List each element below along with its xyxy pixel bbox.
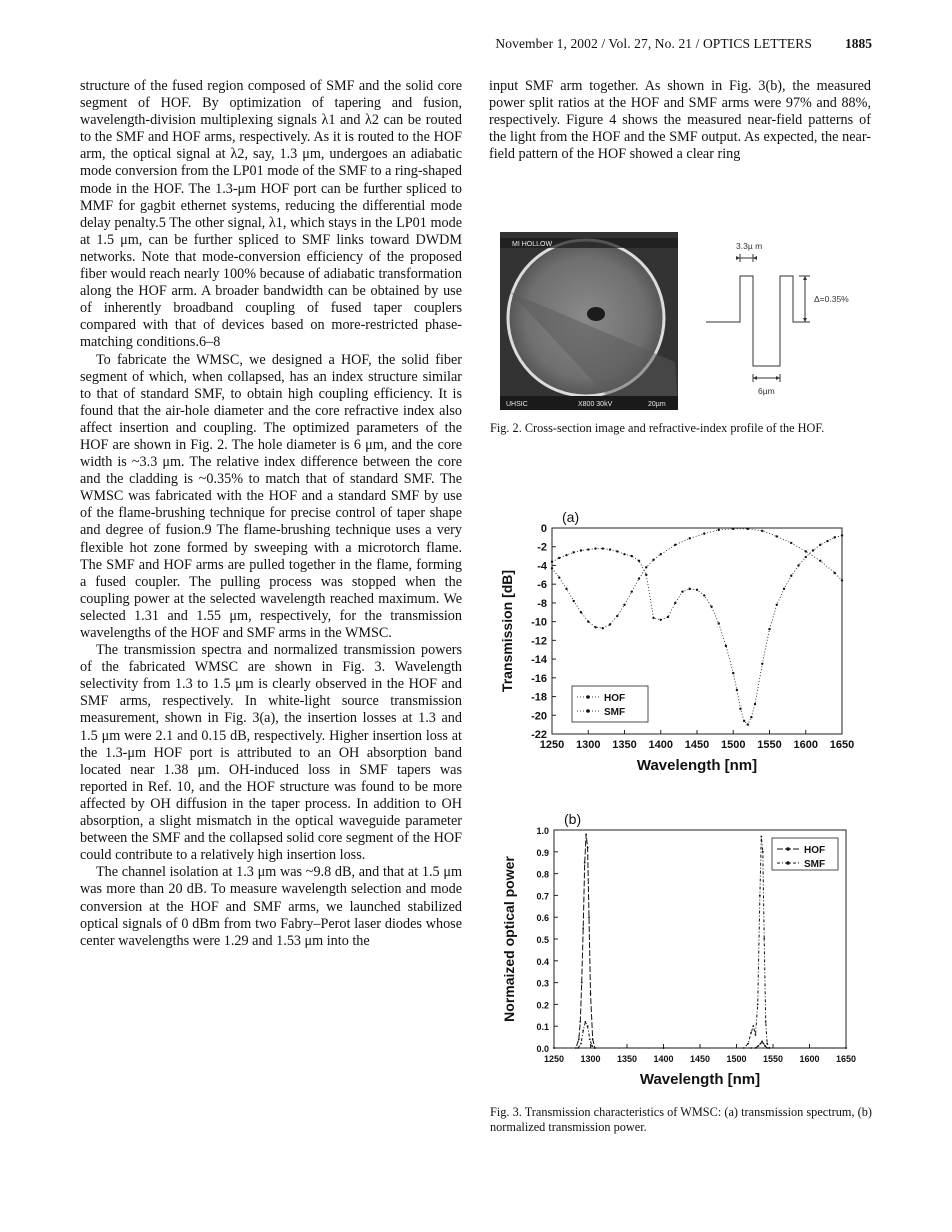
data-point-smf — [558, 576, 560, 578]
data-point-smf — [594, 626, 596, 628]
data-point-smf — [762, 851, 764, 853]
data-point-smf — [743, 1047, 745, 1049]
y-tick-label: 0.3 — [536, 978, 549, 989]
y-tick-label: 0.0 — [536, 1044, 549, 1054]
data-point-hof — [696, 589, 698, 591]
data-point-hof — [587, 548, 589, 550]
data-point-smf — [584, 1021, 586, 1023]
data-point-hof — [580, 549, 582, 551]
x-tick-label: 1450 — [684, 739, 710, 751]
data-point-hof — [660, 619, 662, 621]
data-point-smf — [755, 1034, 757, 1036]
data-point-hof — [755, 1047, 757, 1049]
x-tick-label: 1250 — [543, 1054, 565, 1064]
panel-label: (a) — [562, 509, 580, 525]
data-point-smf — [645, 566, 647, 568]
data-point-hof — [766, 1047, 768, 1049]
data-point-smf — [763, 938, 765, 940]
data-point-hof — [732, 672, 734, 674]
data-point-smf — [631, 590, 633, 592]
data-point-smf — [761, 530, 763, 532]
data-point-hof — [565, 554, 567, 556]
running-header — [0, 36, 952, 56]
data-point-smf — [747, 528, 749, 530]
data-point-smf — [551, 567, 553, 569]
data-point-hof — [592, 1038, 594, 1040]
data-point-smf — [747, 1043, 749, 1045]
y-tick-label: -22 — [531, 729, 547, 741]
x-tick-label: 1500 — [726, 1054, 747, 1064]
data-point-smf — [580, 611, 582, 613]
data-point-hof — [681, 590, 683, 592]
data-point-hof — [834, 536, 836, 538]
x-tick-label: 1600 — [799, 1054, 820, 1064]
y-tick-label: 0.4 — [536, 956, 549, 967]
hole-diameter-label: 6µm — [758, 386, 775, 396]
data-point-hof — [590, 993, 592, 995]
x-tick-label: 1650 — [835, 1054, 857, 1064]
y-tick-label: -4 — [537, 560, 547, 573]
data-point-hof — [609, 548, 611, 550]
y-tick-label: 1.0 — [536, 826, 549, 836]
data-point-smf — [760, 836, 762, 838]
data-point-hof — [826, 540, 828, 542]
data-point-hof — [750, 716, 752, 718]
data-point-smf — [757, 1004, 759, 1006]
data-point-hof — [638, 560, 640, 562]
legend-label: HOF — [804, 845, 826, 856]
y-tick-label: -10 — [531, 616, 547, 629]
data-point-hof — [703, 594, 705, 596]
transmission-spectrum-chart — [496, 500, 868, 796]
data-point-hof — [760, 1043, 762, 1045]
data-point-hof — [754, 703, 756, 705]
data-point-hof — [579, 1021, 581, 1023]
data-point-hof — [616, 550, 618, 552]
data-point-hof — [743, 720, 745, 722]
data-point-smf — [565, 588, 567, 590]
x-tick-label: 1350 — [616, 1054, 638, 1064]
data-point-smf — [660, 553, 662, 555]
data-point-hof — [623, 553, 625, 555]
index-profile-diagram — [702, 238, 872, 408]
data-point-smf — [573, 600, 575, 602]
data-point-smf — [616, 615, 618, 617]
data-point-hof — [584, 862, 586, 864]
data-point-hof — [739, 708, 741, 710]
data-point-smf — [718, 529, 720, 531]
data-point-hof — [582, 927, 584, 929]
paragraph: To fabricate the WMSC, we designed a HOF, the solid fiber segment of which, when collapsed, has an index structure similar to that of standard SMF, to obtain high coupling efficiency. It is found that the air-hole diameter and the core refractive index also affect insertion and coupling. The optimized parameters of the HOF are shown in Fig. 2. The hole diameter is 6 μm, and the core width is ~3.3 μm. The relative index difference between the core and the cladding is ~0.35% to match that of standard SMF. The WMSC was fabricated with the HOF and a standard SMF by use of the flame-brushing technique for precise control of taper shape and degree of fusion.9 The flame-brushing technique uses a very flexible hot zone formed by sweeping with a microtorch flame. The SMF and HOF arms are pulled together in the flame, forming a fused coupler. The pulling process was stopped when the coupling power at the selected wavelength reached maximum. We selected 1.31 and 1.55 μm, respectively, for the transmission wavelengths of the HOF and SMF arms in the WMSC. — [80, 351, 462, 641]
data-point-hof — [645, 574, 647, 576]
data-point-smf — [752, 1025, 754, 1027]
y-tick-label: 0.9 — [536, 847, 549, 858]
figure-3-caption: Fig. 3. Transmission characteristics of WMSC: (a) transmission spectrum, (b) normalized transmission power. — [490, 1105, 872, 1134]
sem-label-top: MI HOLLOW — [512, 241, 553, 248]
data-point-hof — [819, 544, 821, 546]
y-tick-label: 0.5 — [536, 935, 549, 945]
x-axis-label: Wavelength [nm] — [639, 1071, 761, 1088]
x-tick-label: 1350 — [612, 739, 637, 751]
y-tick-label: -16 — [531, 672, 547, 685]
data-point-hof — [768, 628, 770, 630]
index-profile-line — [706, 276, 802, 366]
paragraph: The transmission spectra and normalized transmission powers of the fabricated WMSC are shown in Fig. 3. Wavelength selectivity from 1.3 to 1.5 μm is clearly observed in the HOF and SMF arms, respectively. In white-light source transmission measurement, shown in Fig. 3(a), the insertion losses at 1.3 and 1.5 μm were 2.1 and 0.15 dB, respectively. Higher insertion loss at the 1.3-μm HOF port is attributed to an OH absorption band located near 1.38 μm. OH-induced loss in SMF tapers was reported in Ref. 10, and the HOF structure was found to be more affected by OH diffusion in the taper process. In addition to OH absorption, a slight mismatch in the optical waveguide parameter between the SMF and the collapsed solid core segment of the HOF could contribute to a relatively high insertion loss. — [80, 642, 462, 864]
data-point-smf — [750, 1032, 752, 1034]
legend-label: HOF — [604, 693, 626, 704]
data-point-smf — [553, 1047, 555, 1049]
data-point-hof — [841, 534, 843, 536]
data-point-smf — [638, 577, 640, 579]
data-point-smf — [805, 550, 807, 552]
data-point-hof — [736, 689, 738, 691]
x-tick-label: 1500 — [721, 739, 746, 751]
data-point-smf — [594, 1047, 596, 1049]
data-point-smf — [587, 620, 589, 622]
y-tick-label: 0.6 — [536, 913, 549, 924]
page-number: 1885 — [845, 36, 872, 51]
x-tick-label: 1250 — [539, 739, 565, 751]
data-point-hof — [551, 561, 553, 563]
data-point-hof — [652, 617, 654, 619]
data-point-smf — [819, 560, 821, 562]
data-point-hof — [790, 575, 792, 577]
x-tick-label: 1650 — [829, 739, 855, 751]
data-point-smf — [582, 1030, 584, 1032]
data-point-hof — [797, 564, 799, 566]
data-point-smf — [663, 1047, 665, 1049]
y-tick-label: 0.8 — [536, 869, 549, 880]
data-point-hof — [674, 602, 676, 604]
legend-marker — [786, 847, 790, 851]
data-point-smf — [689, 537, 691, 539]
x-tick-label: 1400 — [648, 739, 673, 751]
data-point-hof — [725, 645, 727, 647]
legend-marker — [786, 861, 790, 865]
data-point-smf — [759, 895, 761, 897]
data-point-hof — [594, 547, 596, 549]
y-axis-label: Transmission [dB] — [499, 569, 515, 693]
data-point-hof — [581, 982, 583, 984]
paragraph: structure of the fused region composed of SMF and the solid core segment of HOF. By optimization of tapering and fusion, wavelength-division multiplexing signals λ1 and λ2 can be routed to the SMF and HOF arms, respectively. As it is routed to the HOF arm, the optical signal at λ2, say, 1.3 μm, undergoes an adiabatic mode conversion from the LP01 mode of the SMF to a ring-shaped mode in the HOF. The 1.3-μm HOF port can be further spliced to MMF for gagbit ethernet systems, reducing the differential mode delay penalty.5 The other signal, λ1, which stays in the LP01 mode at 1.5 μm, can be further spliced to SMF links toward DWDM networks. Note that mode-conversion efficiency of the proposed fiber would reach nearly 100% because of adiabatic transformation along the HOF arm. A broader bandwidth can be obtained by use of inherently broadband coupling of fused taper couplers compared with that of devices based on more-restricted phase-matching conditions.6–8 — [80, 78, 462, 351]
y-tick-label: -2 — [537, 541, 547, 554]
data-point-smf — [834, 572, 836, 574]
data-point-smf — [765, 1021, 767, 1023]
x-tick-label: 1550 — [762, 1054, 784, 1064]
series-line-smf — [552, 529, 842, 628]
data-point-smf — [609, 623, 611, 625]
y-tick-label: -6 — [537, 579, 547, 592]
core-width-label: 3.3µ m — [736, 241, 763, 251]
data-point-hof — [764, 1045, 766, 1047]
running-title: November 1, 2002 / Vol. 27, No. 21 / OPTICS LETTERS — [495, 36, 812, 51]
legend-marker — [586, 709, 590, 713]
data-point-hof — [747, 723, 749, 725]
data-point-smf — [768, 1047, 770, 1049]
data-point-hof — [689, 588, 691, 590]
legend-label: SMF — [604, 707, 626, 718]
y-tick-label: 0.2 — [536, 1000, 549, 1011]
data-point-smf — [732, 528, 734, 530]
left-column — [80, 78, 462, 950]
data-point-smf — [766, 1043, 768, 1045]
data-point-smf — [845, 1047, 847, 1049]
panel-label: (b) — [564, 811, 582, 827]
data-point-hof — [578, 1038, 580, 1040]
data-point-hof — [710, 605, 712, 607]
data-point-smf — [589, 1038, 591, 1040]
data-point-hof — [783, 588, 785, 590]
data-point-smf — [577, 1047, 579, 1049]
y-tick-label: -18 — [531, 691, 547, 704]
data-point-hof — [776, 604, 778, 606]
data-point-hof — [602, 547, 604, 549]
y-axis-label: Normaized optical power — [501, 856, 517, 1022]
data-point-hof — [761, 1041, 763, 1043]
data-point-hof — [587, 847, 589, 849]
delta-label: Δ=0.35% — [814, 294, 849, 304]
data-point-hof — [631, 555, 633, 557]
y-tick-label: -8 — [537, 597, 547, 610]
x-axis-label: Wavelength [nm] — [636, 757, 758, 774]
data-point-smf — [790, 542, 792, 544]
y-tick-label: 0.1 — [536, 1022, 549, 1033]
data-point-hof — [805, 556, 807, 558]
data-point-smf — [841, 579, 843, 581]
y-tick-label: 0 — [540, 523, 547, 535]
x-tick-label: 1600 — [793, 739, 818, 751]
y-tick-label: 0.7 — [536, 891, 549, 902]
legend-marker — [586, 695, 590, 699]
air-hole — [587, 307, 605, 321]
x-tick-label: 1300 — [576, 739, 601, 751]
paragraph: The channel isolation at 1.3 μm was ~9.8 dB, and that at 1.5 μm was more than 20 dB. To measure wavelength selection and mode conversion at the HOF and SMF arms, we launched stabilized optical signals of 0 dBm from two Fabry–Perot laser diodes whose center wavelengths were 1.29 and 1.53 μm into the — [80, 864, 462, 949]
figure-2-caption: Fig. 2. Cross-section image and refractive-index profile of the HOF. — [490, 421, 825, 435]
data-point-hof — [750, 1047, 752, 1049]
x-tick-label: 1450 — [689, 1054, 711, 1064]
data-point-smf — [776, 535, 778, 537]
y-tick-label: -20 — [531, 710, 547, 723]
data-point-smf — [587, 1025, 589, 1027]
data-point-smf — [674, 544, 676, 546]
legend-label: SMF — [804, 859, 826, 870]
data-point-smf — [580, 1043, 582, 1045]
x-tick-label: 1550 — [757, 739, 782, 751]
data-point-smf — [623, 604, 625, 606]
normalized-power-chart — [496, 798, 868, 1098]
data-point-hof — [812, 549, 814, 551]
data-point-hof — [573, 551, 575, 553]
y-tick-label: -14 — [531, 654, 547, 667]
data-point-hof — [763, 1043, 765, 1045]
data-point-smf — [602, 627, 604, 629]
sem-label-left: UHSIC — [506, 401, 528, 408]
paragraph: input SMF arm together. As shown in Fig. 3(b), the measured power split ratios at the HOF and SMF arms were 97% and 88%, respectively. Figure 4 shows the measured near-field patterns of the light from the HOF and the SMF output. As expected, the near-field pattern of the HOF showed a clear ring — [489, 78, 871, 163]
data-point-hof — [585, 833, 587, 835]
sem-cross-section-image — [500, 232, 678, 410]
data-point-hof — [761, 663, 763, 665]
x-tick-label: 1300 — [580, 1054, 601, 1064]
x-tick-label: 1400 — [653, 1054, 674, 1064]
data-point-hof — [758, 1045, 760, 1047]
data-point-hof — [667, 616, 669, 618]
data-point-smf — [652, 559, 654, 561]
data-point-hof — [558, 557, 560, 559]
y-tick-label: -12 — [531, 635, 547, 648]
data-point-hof — [588, 916, 590, 918]
sem-label-mid: X800 30kV — [578, 401, 613, 408]
sem-label-right: 20µm — [648, 401, 666, 408]
data-point-smf — [591, 1045, 593, 1047]
data-point-smf — [703, 532, 705, 534]
data-point-hof — [718, 622, 720, 624]
right-column — [489, 78, 871, 163]
